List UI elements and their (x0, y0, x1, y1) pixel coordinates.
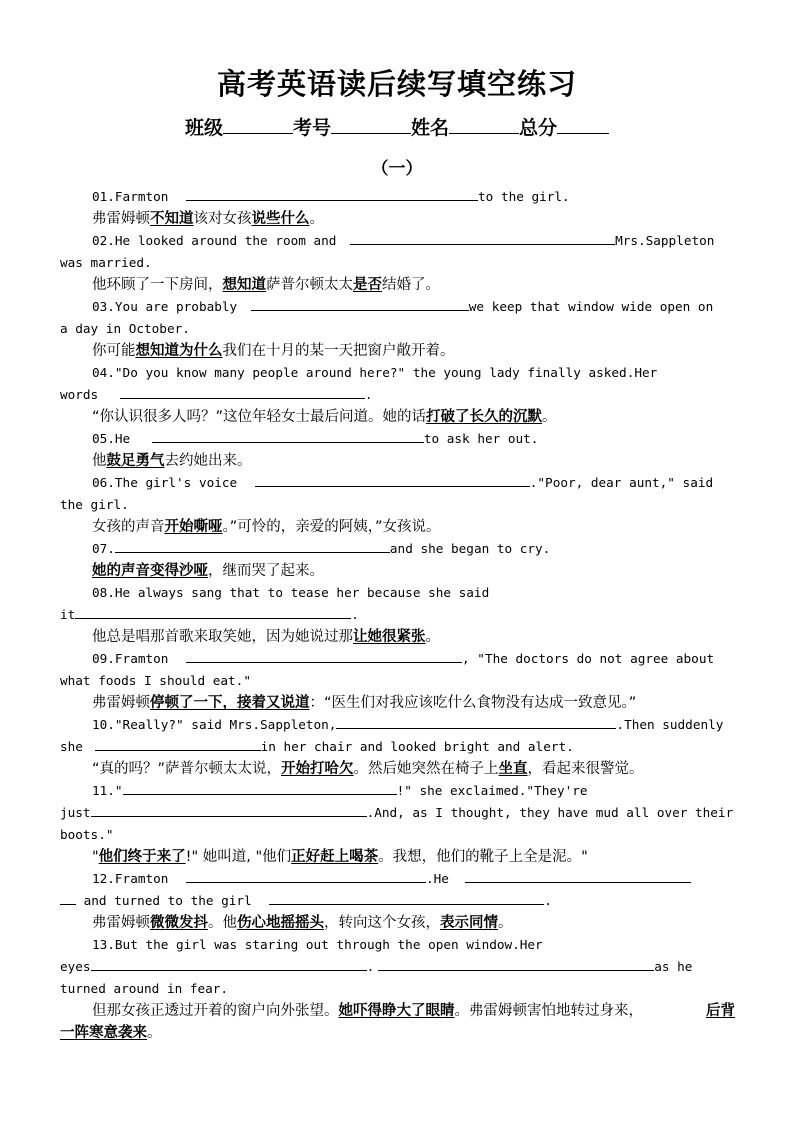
key-phrase: 她的声音变得沙哑 (92, 563, 208, 579)
exercise-list (60, 186, 735, 1044)
question-11-english: 11." !" she exclaimed."They're (92, 783, 588, 798)
question-3-chinese: 你可能想知道为什么我们在十月的某一天把窗户敞开着。 (92, 343, 455, 359)
key-phrase: 正好赶上喝茶 (291, 849, 379, 865)
name-label: 姓名 (411, 117, 450, 139)
question-6-english: 06.The girl's voice ."Poor, dear aunt," said (92, 475, 714, 490)
key-phrase: 表示同情 (440, 915, 498, 931)
question-13-english-cont: eyes . as he (60, 959, 693, 974)
question-10-english-cont: she in her chair and looked bright and alert. (60, 739, 574, 754)
answer-blank[interactable] (91, 957, 367, 971)
question-2-english: 02.He looked around the room and Mrs.Sappleton (92, 233, 715, 248)
question-9-english-cont: what foods I should eat." (60, 673, 251, 688)
class-blank[interactable] (223, 116, 293, 134)
answer-blank[interactable] (350, 231, 615, 245)
answer-blank[interactable] (123, 781, 397, 795)
key-phrase: 坐直 (498, 761, 528, 777)
answer-blank[interactable] (91, 803, 367, 817)
answer-blank[interactable] (378, 957, 654, 971)
answer-blank[interactable] (186, 869, 426, 883)
name-blank[interactable] (449, 116, 519, 134)
key-phrase: 想知道为什么 (135, 343, 223, 359)
key-phrase: 是否 (353, 277, 382, 293)
question-12-english-cont: and turned to the girl . (60, 890, 735, 912)
question-1-english: 01.Farmton to the girl. (92, 189, 570, 204)
answer-blank[interactable] (120, 385, 365, 399)
question-8-english: 08.He always sang that to tease her because she said (92, 585, 490, 600)
exam-no-label: 考号 (292, 117, 331, 139)
answer-blank[interactable] (115, 539, 390, 553)
answer-blank[interactable] (465, 869, 691, 883)
question-11-chinese: "他们终于来了!" 她叫道, "他们正好赶上喝茶。我想，他们的靴子上全是泥。" (92, 849, 588, 865)
question-7-chinese: 她的声音变得沙哑，继而哭了起来。 (92, 563, 324, 579)
question-7-english: 07. and she began to cry. (92, 541, 551, 556)
score-blank[interactable] (557, 116, 609, 134)
question-8-chinese: 他总是唱那首歌来取笑她，因为她说过那让她很紧张。 (92, 629, 440, 645)
key-phrase: 不知道 (150, 211, 194, 227)
question-10-chinese: “真的吗？”萨普尔顿太太说，开始打哈欠。然后她突然在椅子上坐直，看起来很警觉。 (92, 761, 644, 777)
key-phrase: 鼓足勇气 (106, 453, 165, 469)
answer-blank[interactable] (186, 187, 478, 201)
key-phrase: 想知道 (222, 277, 266, 293)
question-6-english-cont: the girl. (60, 497, 129, 512)
question-5-english: 05.He to ask her out. (92, 431, 539, 446)
key-phrase: 开始嘶哑 (164, 519, 223, 535)
question-13-english-cont2: turned around in fear. (60, 981, 229, 996)
score-label: 总分 (519, 117, 558, 139)
key-phrase: 伤心地摇摇头 (237, 915, 324, 931)
key-phrase: 让她很紧张 (353, 629, 426, 645)
exam-no-blank[interactable] (331, 116, 411, 134)
question-2-english-cont: was married. (60, 255, 152, 270)
key-phrase: 她吓得睁大了眼睛 (338, 1003, 455, 1019)
answer-blank[interactable] (255, 473, 530, 487)
question-10-english: 10."Really?" said Mrs.Sappleton, .Then suddenly (92, 717, 724, 732)
question-12-chinese: 弗雷姆顿微微发抖。他伤心地摇摇头，转向这个女孩，表示同情。 (92, 915, 513, 931)
question-8-english-cont: it . (60, 607, 359, 622)
class-label: 班级 (184, 117, 223, 139)
key-phrase: 停顿了一下，接着又说道 (150, 695, 310, 711)
question-11-english-cont: just .And, as I thought, they have mud all over their (60, 805, 734, 820)
question-13-chinese-cont: 一阵寒意袭来。 (60, 1025, 162, 1041)
question-3-english: 03.You are probably we keep that window wide open on (92, 299, 714, 314)
question-13-chinese: 但那女孩正透过开着的窗户向外张望。她吓得睁大了眼睛。弗雷姆顿害怕地转过身来， 后背 (60, 1000, 735, 1022)
key-phrase: 打破了长久的沉默 (426, 409, 543, 425)
question-6-chinese: 女孩的声音开始嘶哑。”可怜的，亲爱的阿姨，”女孩说。 (92, 519, 441, 535)
answer-blank-cont (60, 891, 76, 905)
answer-blank[interactable] (186, 649, 462, 663)
key-phrase: 微微发抖 (150, 915, 208, 931)
page-title: 高考英语读后续写填空练习 (216, 67, 577, 101)
question-3-english-cont: a day in October. (60, 321, 190, 336)
question-11-english-cont2: boots." (60, 827, 114, 842)
key-phrase: 后背 (706, 1003, 735, 1019)
question-9-english: 09.Framton , "The doctors do not agree about (92, 651, 715, 666)
key-phrase: 开始打哈欠 (281, 761, 354, 777)
question-2-chinese: 他环顾了一下房间，想知道萨普尔顿太太是否结婚了。 (92, 277, 440, 293)
question-4-english-cont: words . (60, 387, 373, 402)
answer-blank[interactable] (95, 737, 261, 751)
key-phrase: 说些什么 (251, 211, 310, 227)
section-heading: （一） (371, 159, 423, 179)
answer-blank[interactable] (75, 605, 351, 619)
student-info-line (0, 113, 794, 140)
answer-blank[interactable] (269, 891, 544, 905)
question-12-english: 12.Framton .He (60, 868, 735, 890)
key-phrase: 一阵寒意袭来 (60, 1025, 147, 1041)
question-4-chinese: “你认识很多人吗？”这位年轻女士最后问道。她的话打破了长久的沉默。 (92, 409, 557, 425)
answer-blank[interactable] (336, 715, 616, 729)
question-1-chinese: 弗雷姆顿不知道该对女孩说些什么。 (92, 211, 324, 227)
key-phrase: 他们终于来了 (98, 849, 186, 865)
question-4-english: 04."Do you know many people around here?" the young lady finally asked.Her (92, 365, 658, 380)
question-9-chinese: 弗雷姆顿停顿了一下，接着又说道：“医生们对我应该吃什么食物没有达成一致意见。” (92, 695, 637, 711)
answer-blank[interactable] (152, 429, 424, 443)
question-13-english: 13.But the girl was staring out through the open window.Her (92, 937, 543, 952)
answer-blank[interactable] (251, 297, 469, 311)
question-5-chinese: 他鼓足勇气去约她出来。 (92, 453, 252, 469)
